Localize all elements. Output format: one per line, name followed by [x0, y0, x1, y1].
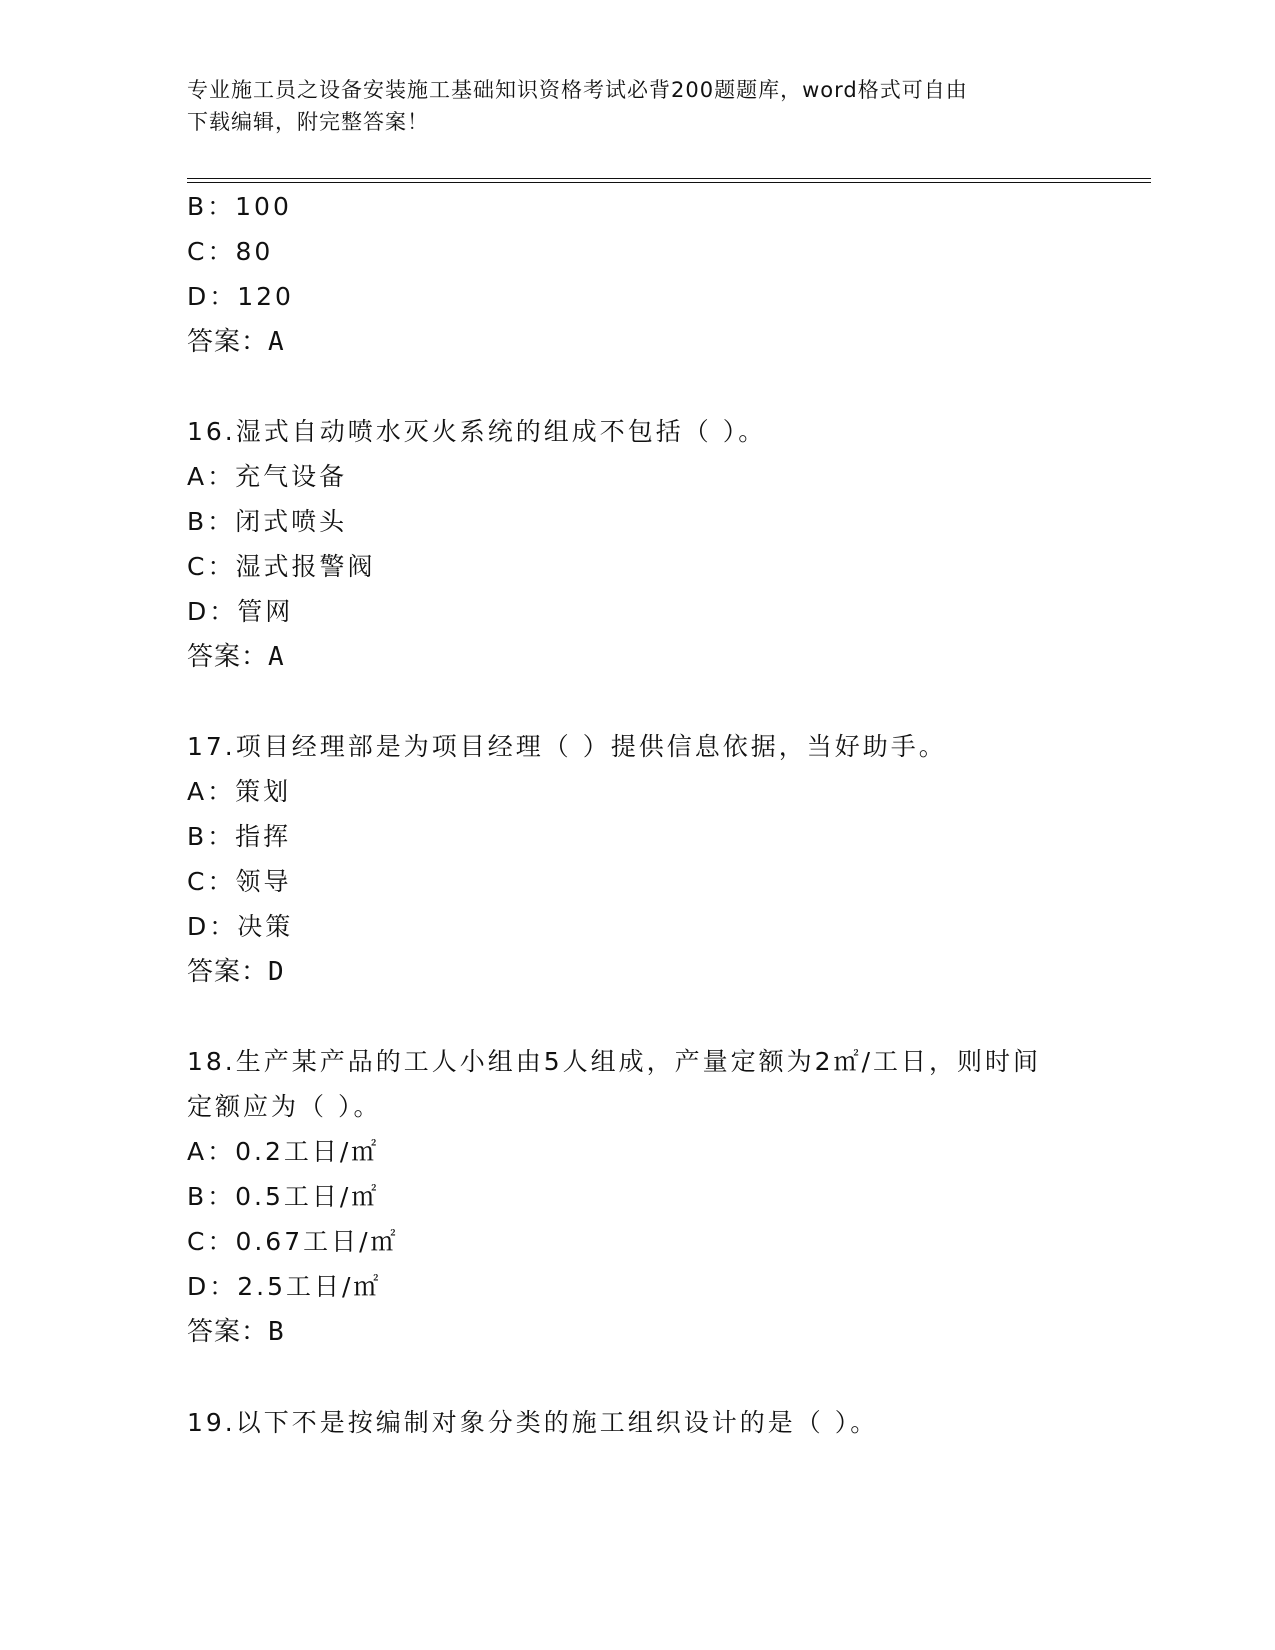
q17-option-c: C：领导 — [187, 867, 292, 896]
q17-answer — [187, 957, 284, 987]
answer-label: 答案： — [187, 1317, 269, 1347]
header-line-2: 下载编辑，附完整答案！ — [187, 110, 429, 134]
q16-option-c: C：湿式报警阀 — [187, 552, 376, 581]
q19-stem: 19.以下不是按编制对象分类的施工组织设计的是（ ）。 — [187, 1408, 879, 1437]
answer-value: B — [268, 1317, 284, 1347]
q15-option-b: B：100 — [187, 192, 292, 221]
header-divider-top — [187, 178, 1151, 179]
answer-value: D — [268, 957, 284, 987]
q17-option-b: B：指挥 — [187, 822, 292, 851]
q15-option-d: D：120 — [187, 282, 294, 311]
answer-label: 答案： — [187, 327, 269, 357]
document-header — [187, 74, 1067, 138]
q18-option-d: D：2.5工日/㎡ — [187, 1272, 382, 1301]
q16-option-a: A：充气设备 — [187, 462, 348, 491]
q15-option-c: C：80 — [187, 237, 274, 266]
answer-value: A — [268, 642, 284, 672]
header-divider-bottom — [187, 182, 1151, 183]
q18-stem-line-1: 18.生产某产品的工人小组由5人组成，产量定额为2㎡/工日，则时间 — [187, 1047, 1041, 1076]
q17-stem: 17.项目经理部是为项目经理（ ）提供信息依据，当好助手。 — [187, 732, 947, 761]
q16-answer — [187, 642, 284, 672]
q18-stem-line-2: 定额应为（ ）。 — [187, 1092, 382, 1121]
q16-option-d: D：管网 — [187, 597, 294, 626]
q18-option-c: C：0.67工日/㎡ — [187, 1227, 399, 1256]
answer-label: 答案： — [187, 957, 269, 987]
q16-stem: 16.湿式自动喷水灭火系统的组成不包括（ ）。 — [187, 417, 767, 446]
q18-option-a: A：0.2工日/㎡ — [187, 1137, 380, 1166]
answer-value: A — [268, 327, 284, 357]
q15-answer — [187, 327, 284, 357]
q18-option-b: B：0.5工日/㎡ — [187, 1182, 380, 1211]
q18-answer — [187, 1317, 284, 1347]
answer-label: 答案： — [187, 642, 269, 672]
q17-option-a: A：策划 — [187, 777, 292, 806]
header-line-1: 专业施工员之设备安装施工基础知识资格考试必背200题题库，word格式可自由 — [187, 78, 968, 102]
q16-option-b: B：闭式喷头 — [187, 507, 348, 536]
q17-option-d: D：决策 — [187, 912, 294, 941]
